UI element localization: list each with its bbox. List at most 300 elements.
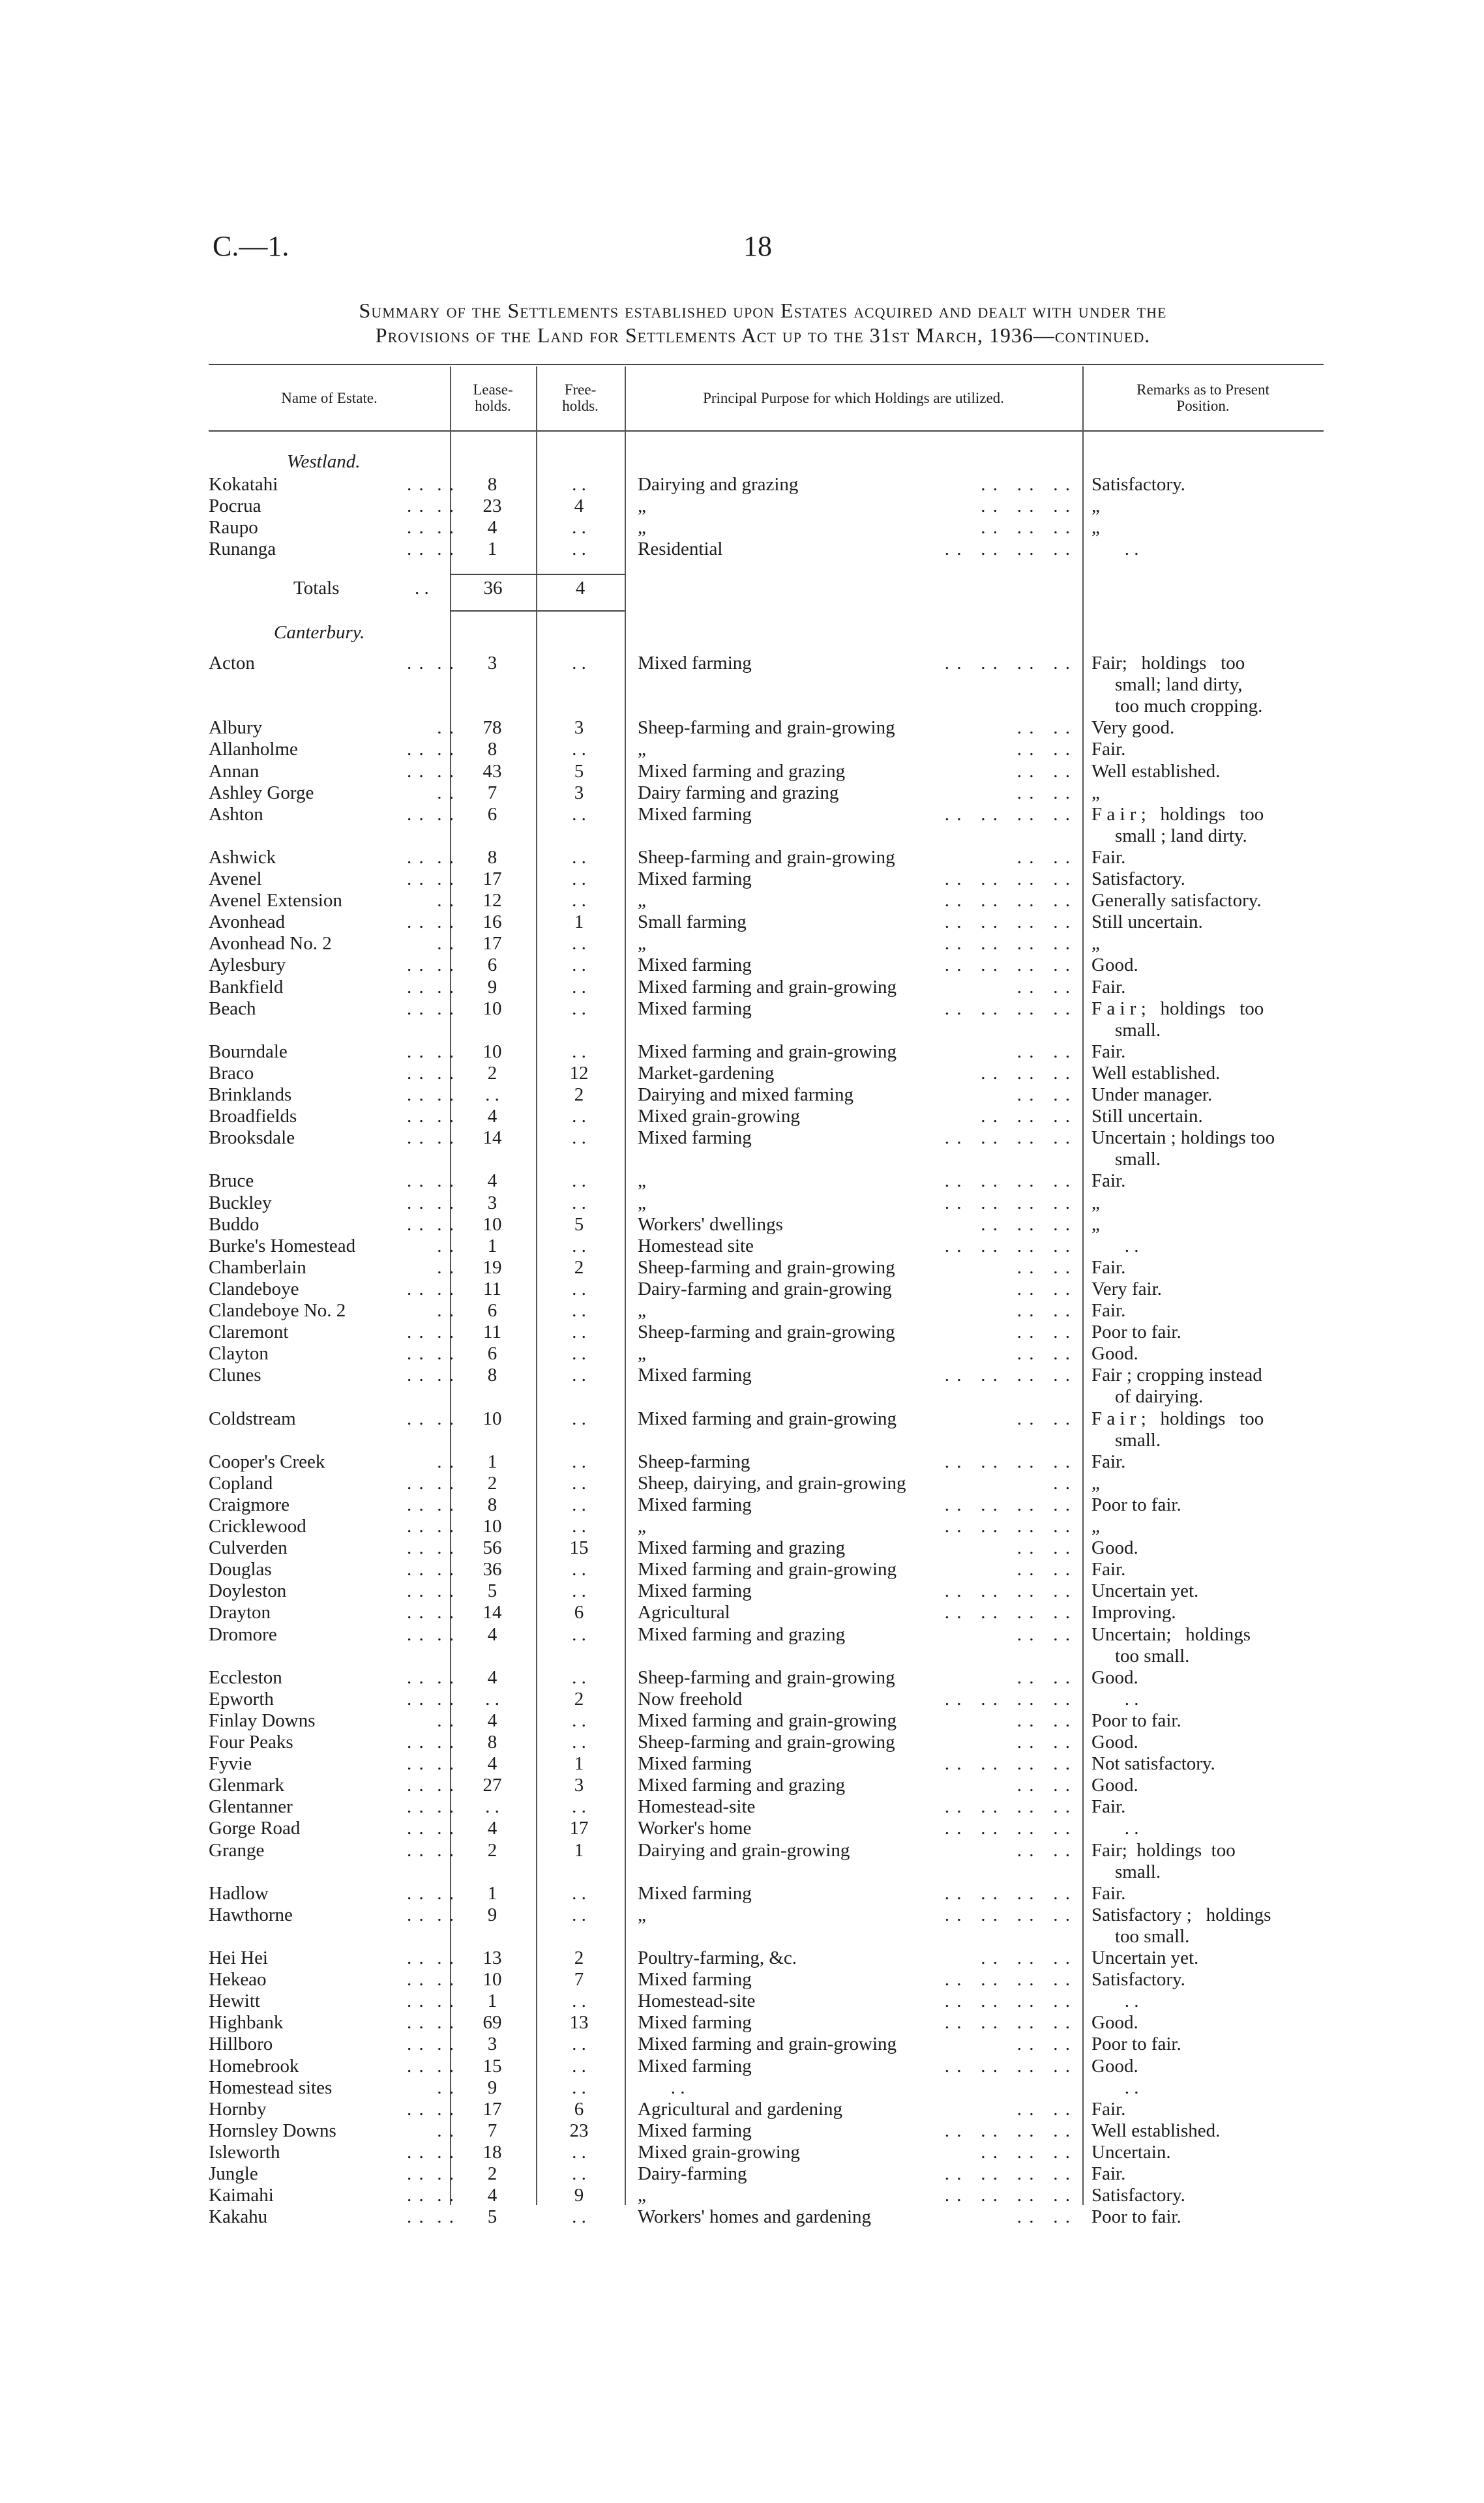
cell-name: Buckley: [209, 1192, 272, 1213]
cell-d1: . . . .: [407, 1796, 455, 1818]
cell-d2: . . . . . . . .: [944, 1818, 1071, 1839]
cell-lease: 6: [487, 1343, 497, 1365]
cell-remarks: „: [1091, 1192, 1100, 1213]
remarks-continuation: small.: [1115, 1149, 1161, 1170]
cell-lease: 78: [482, 717, 502, 739]
cell-free: . .: [572, 1559, 586, 1580]
cell-remarks: Fair.: [1091, 846, 1126, 868]
cell-d2: . . . .: [1017, 717, 1071, 739]
cell-d2: . . . . . .: [981, 2141, 1071, 2163]
cell-remarks: Fair; holdings too: [1091, 653, 1245, 674]
cell-name: Clandeboye No. 2: [209, 1300, 346, 1321]
cell-lease: 17: [482, 868, 502, 889]
remarks-continuation: small.: [1115, 1429, 1161, 1451]
remarks-continuation: small.: [1115, 1019, 1161, 1041]
cell-purpose: Sheep-farming and grain-growing: [638, 1666, 895, 1688]
remarks-continuation: of dairying.: [1115, 1386, 1204, 1408]
cell-d1: . . . .: [407, 1775, 455, 1796]
cell-purpose: . .: [638, 2077, 685, 2098]
cell-d1: . . . .: [407, 1127, 455, 1149]
cell-free: . .: [572, 2163, 586, 2184]
cell-d2: . . . . . . . .: [944, 933, 1071, 955]
cell-lease: 6: [487, 1300, 497, 1321]
cell-purpose: „: [638, 517, 646, 539]
cell-remarks: „: [1091, 517, 1100, 539]
cell-purpose: Mixed farming: [638, 1127, 752, 1149]
table-top-rule: [209, 364, 1324, 365]
cell-name: Highbank: [209, 2012, 284, 2034]
cell-purpose: Dairying and grazing: [638, 474, 799, 495]
table-row: [0, 538, 1484, 560]
cell-d2: . . . . . . . .: [944, 2012, 1071, 2034]
cell-free: . .: [572, 955, 586, 976]
table-row: [0, 846, 1484, 868]
col-head-lease-2: holds.: [475, 398, 511, 414]
cell-d2: . . . . . . . .: [944, 1753, 1071, 1775]
table-row: [0, 1256, 1484, 1279]
cell-d2: . . . .: [1017, 760, 1071, 782]
cell-remarks: Under manager.: [1091, 1084, 1213, 1105]
cell-purpose: Mixed grain-growing: [638, 1106, 800, 1127]
cell-lease: 8: [487, 1732, 497, 1753]
cell-free: . .: [572, 1666, 586, 1688]
cell-purpose: Residential: [638, 539, 723, 560]
cell-lease: 11: [483, 1278, 501, 1299]
cell-d1: . . . .: [407, 653, 455, 674]
cell-remarks: Satisfactory.: [1091, 1969, 1185, 1991]
cell-remarks: Fair.: [1091, 2163, 1126, 2184]
cell-name: Clayton: [209, 1343, 269, 1365]
table-row: [0, 1235, 1484, 1257]
cell-d2: . . . .: [1017, 1041, 1071, 1062]
cell-remarks: Fair.: [1091, 1796, 1126, 1818]
cell-free: . .: [572, 517, 586, 539]
table-row: [0, 1342, 1484, 1365]
cell-name: Fyvie: [209, 1753, 252, 1775]
cell-d2: . . . . . .: [981, 1948, 1071, 1968]
cell-remarks: Fair.: [1091, 1041, 1126, 1062]
cell-d2: . . . . . .: [981, 496, 1071, 517]
cell-name: Dromore: [209, 1623, 277, 1645]
cell-purpose: „: [638, 1343, 646, 1365]
cell-d1: . .: [437, 782, 455, 803]
table-row: [0, 652, 1484, 674]
cell-d2: . . . . . . . .: [944, 868, 1071, 889]
table-title-line-1: Summary of the Settlements established upon Estates acquired and dealt with under the: [359, 299, 1167, 322]
cell-name: Bankfield: [209, 976, 284, 998]
cell-purpose: Mixed farming and grazing: [638, 760, 846, 782]
table-row: [0, 1321, 1484, 1343]
cell-lease: 4: [487, 1818, 497, 1839]
cell-lease: 56: [482, 1537, 502, 1559]
cell-d2: . . . .: [1017, 2034, 1071, 2055]
cell-d1: . .: [437, 2120, 455, 2141]
cell-remarks: Fair.: [1091, 1451, 1126, 1472]
cell-free: . .: [572, 1322, 586, 1343]
cell-d2: . . . . . . . .: [944, 1904, 1071, 1925]
table-row: [0, 1408, 1484, 1430]
table-row: [0, 1753, 1484, 1775]
cell-remarks: . .: [1091, 539, 1139, 560]
cell-d2: . . . . . . . .: [944, 1451, 1071, 1472]
cell-free: . .: [572, 2055, 586, 2077]
table-row: [0, 976, 1484, 998]
cell-free: . .: [572, 474, 586, 495]
cell-d1: . . . .: [407, 1062, 455, 1084]
cell-name: Kokatahi: [209, 474, 278, 495]
cell-name: Ashley Gorge: [209, 782, 314, 803]
cell-free: . .: [572, 1732, 586, 1753]
cell-d1: . .: [437, 1235, 455, 1256]
cell-free: . .: [572, 846, 586, 868]
cell-purpose: Small farming: [638, 911, 747, 933]
table-row: [0, 1041, 1484, 1063]
cell-free: . .: [572, 2077, 586, 2098]
cell-name: Douglas: [209, 1559, 272, 1580]
cell-lease: 19: [482, 1256, 502, 1278]
cell-d2: . . . .: [1017, 2206, 1071, 2228]
cell-lease: 7: [487, 2120, 497, 2141]
cell-purpose: Mixed farming: [638, 2120, 752, 2141]
table-row: [0, 2141, 1484, 2163]
cell-d2: . . . . . .: [981, 1106, 1071, 1127]
cell-lease: 4: [487, 1710, 497, 1731]
cell-name: Clunes: [209, 1365, 261, 1386]
cell-name: Avonhead: [209, 911, 286, 933]
cell-free: 17: [569, 1818, 589, 1839]
table-row: [0, 2163, 1484, 2185]
cell-lease: 27: [482, 1775, 502, 1796]
cell-d1: . . . .: [407, 911, 455, 933]
table-row: [0, 2184, 1484, 2206]
cell-d2: . . . . . .: [981, 1062, 1071, 1084]
table-row: [0, 1451, 1484, 1473]
cell-d2: . . . .: [1017, 1839, 1071, 1861]
cell-lease: 15: [482, 2055, 502, 2077]
cell-name: Drayton: [209, 1602, 271, 1623]
table-row: [0, 1558, 1484, 1580]
table-row: [0, 1990, 1484, 2012]
table-row: [0, 2011, 1484, 2034]
table-row: [0, 2120, 1484, 2142]
cell-purpose: Worker's home: [638, 1818, 752, 1839]
col-head-free-2: holds.: [562, 398, 599, 414]
cell-purpose: „: [638, 1904, 646, 1925]
cell-remarks: Fair.: [1091, 976, 1126, 998]
col-head-free-1: Free-: [564, 381, 597, 398]
cell-d2: . . . . . . . .: [944, 1882, 1071, 1904]
cell-remarks: Fair.: [1091, 1559, 1126, 1580]
cell-d1: . . . .: [407, 1666, 455, 1688]
table-row: [0, 1968, 1484, 1991]
cell-d2: . . . .: [1017, 1322, 1071, 1343]
cell-purpose: Mixed farming and grain-growing: [638, 1559, 897, 1580]
table-row: [0, 1817, 1484, 1839]
cell-free: 3: [574, 1775, 584, 1796]
cell-d1: . . . .: [407, 976, 455, 998]
cell-d1: . . . .: [407, 998, 455, 1019]
cell-remarks: „: [1091, 496, 1100, 517]
cell-purpose: Mixed grain-growing: [638, 2141, 800, 2163]
cell-lease: . .: [485, 1688, 499, 1710]
table-row: [0, 868, 1484, 890]
cell-name: Bourndale: [209, 1041, 288, 1062]
remarks-continuation: too small.: [1115, 1645, 1190, 1666]
cell-purpose: Mixed farming: [638, 1365, 752, 1386]
cell-name: Homestead sites: [209, 2077, 333, 2098]
cell-purpose: Sheep, dairying, and grain-growing: [638, 1472, 906, 1494]
cell-remarks: Generally satisfactory.: [1091, 890, 1262, 911]
cell-d2: . . . . . . . .: [944, 1580, 1071, 1602]
col-head-purpose: Principal Purpose for which Holdings are utilized.: [703, 390, 1004, 406]
cell-remarks: Poor to fair.: [1091, 1322, 1181, 1343]
table-row: [0, 1170, 1484, 1192]
cell-name: Craigmore: [209, 1494, 290, 1515]
cell-free: . .: [572, 1408, 586, 1429]
cell-remarks: Well established.: [1091, 1062, 1221, 1084]
cell-lease: 8: [487, 1365, 497, 1386]
cell-name: Finlay Downs: [209, 1710, 316, 1731]
cell-d2: . . . . . . . .: [944, 2163, 1071, 2184]
cell-d1: . . . .: [407, 2163, 455, 2184]
cell-name: Eccleston: [209, 1666, 282, 1688]
cell-lease: 3: [487, 653, 497, 674]
cell-remarks: Fair ; cropping instead: [1091, 1365, 1262, 1386]
remarks-continuation: too small.: [1115, 1925, 1190, 1947]
col-head-lease-1: Lease-: [473, 381, 513, 398]
table-row: [0, 1278, 1484, 1300]
cell-d2: . . . .: [1017, 1623, 1071, 1645]
cell-name: Ashton: [209, 803, 263, 825]
cell-free: . .: [572, 1300, 586, 1321]
table-row: [0, 1192, 1484, 1214]
cell-remarks: Good.: [1091, 2012, 1138, 2034]
col-head-remarks-1: Remarks as to Present: [1136, 381, 1269, 398]
cell-remarks: Good.: [1091, 1732, 1138, 1753]
cell-name: Isleworth: [209, 2141, 280, 2163]
cell-remarks: Satisfactory.: [1091, 868, 1185, 889]
cell-d1: . . . .: [407, 868, 455, 889]
cell-lease: 2: [487, 1062, 497, 1084]
table-row: [0, 1213, 1484, 1236]
cell-name: Burke's Homestead: [209, 1235, 356, 1256]
cell-lease: 69: [482, 2012, 502, 2034]
cell-purpose: Dairying and grain-growing: [638, 1839, 850, 1861]
cell-d1: . . . .: [407, 1818, 455, 1839]
cell-d1: . . . .: [407, 2055, 455, 2077]
cell-name: Runanga: [209, 539, 276, 560]
cell-lease: 16: [482, 911, 502, 933]
cell-free: . .: [572, 890, 586, 911]
cell-name: Albury: [209, 717, 263, 739]
cell-lease: 10: [482, 1408, 502, 1429]
cell-purpose: Mixed farming: [638, 1753, 752, 1775]
table-row: [0, 1666, 1484, 1689]
table-row: [0, 1105, 1484, 1127]
table-row: [0, 1515, 1484, 1537]
cell-remarks: Still uncertain.: [1091, 1106, 1203, 1127]
cell-lease: 8: [487, 739, 497, 760]
cell-d2: . . . .: [1017, 739, 1071, 760]
cell-d1: . . . .: [407, 1192, 455, 1213]
cell-free: . .: [572, 1991, 586, 2012]
cell-free: 23: [569, 2120, 589, 2141]
cell-free: 1: [574, 911, 584, 933]
cell-d2: . . . .: [1017, 1278, 1071, 1299]
header-bottom-rule: [209, 430, 1324, 432]
cell-d1: . . . .: [407, 1343, 455, 1365]
cell-name: Pocrua: [209, 496, 261, 517]
cell-lease: 9: [487, 976, 497, 998]
cell-free: . .: [572, 1494, 586, 1515]
cell-lease: 6: [487, 955, 497, 976]
cell-d1: . . . .: [407, 1213, 455, 1235]
cell-d2: . . . . . . . .: [944, 1127, 1071, 1149]
table-row: [0, 1796, 1484, 1818]
cell-free: 1: [574, 1753, 584, 1775]
cell-remarks: Uncertain yet.: [1091, 1580, 1199, 1602]
cell-purpose: Mixed farming and grazing: [638, 1775, 846, 1796]
cell-d1: . . . .: [407, 2098, 455, 2120]
cell-name: Cooper's Creek: [209, 1451, 325, 1472]
cell-purpose: Mixed farming and grazing: [638, 1623, 846, 1645]
cell-purpose: „: [638, 496, 646, 517]
cell-d2: . . . . . . . .: [944, 890, 1071, 911]
cell-free: . .: [572, 1882, 586, 1904]
cell-name: Coldstream: [209, 1408, 296, 1429]
table-row: [0, 2033, 1484, 2055]
cell-lease: 10: [482, 1041, 502, 1062]
col-head-lease: [450, 381, 536, 414]
cell-purpose: Mixed farming: [638, 868, 752, 889]
cell-d2: . . . .: [1017, 782, 1071, 803]
cell-lease: 3: [487, 2034, 497, 2055]
cell-free: . .: [572, 1278, 586, 1299]
cell-d2: . . . . . . . .: [944, 2185, 1071, 2206]
cell-name: Clandeboye: [209, 1278, 299, 1299]
cell-d2: . . . .: [1017, 1710, 1071, 1731]
cell-d1: . .: [437, 1710, 455, 1731]
cell-d2: . . . . . . . .: [944, 1365, 1071, 1386]
cell-purpose: Mixed farming and grain-growing: [638, 976, 897, 998]
cell-d1: . . . .: [407, 760, 455, 782]
cell-purpose: Now freehold: [638, 1688, 743, 1710]
cell-name: Jungle: [209, 2163, 258, 2184]
cell-d1: . . . .: [407, 2012, 455, 2034]
cell-remarks: F a i r ; holdings too: [1091, 803, 1264, 825]
cell-purpose: Homestead-site: [638, 1796, 756, 1818]
cell-purpose: Sheep-farming and grain-growing: [638, 717, 895, 739]
col-head-remarks: [1082, 381, 1324, 414]
cell-remarks: Uncertain yet.: [1091, 1948, 1199, 1968]
cell-free: . .: [572, 1365, 586, 1386]
cell-d2: . . . .: [1017, 1732, 1071, 1753]
cell-d1: . . . .: [407, 1322, 455, 1343]
cell-name: Glenmark: [209, 1775, 284, 1796]
cell-free: . .: [572, 933, 586, 955]
cell-d2: . . . . . .: [981, 1213, 1071, 1235]
cell-lease: 5: [487, 1580, 497, 1602]
cell-free: 1: [574, 1839, 584, 1861]
cell-purpose: Mixed farming and grain-growing: [638, 1041, 897, 1062]
cell-remarks: Well established.: [1091, 2120, 1221, 2141]
cell-purpose: Mixed farming: [638, 803, 752, 825]
cell-free: . .: [572, 1904, 586, 1925]
cell-lease: 1: [487, 539, 497, 560]
cell-d2: . .: [1053, 1472, 1071, 1494]
cell-lease: 1: [487, 1235, 497, 1256]
cell-d1: . . . .: [407, 1278, 455, 1299]
cell-purpose: Mixed farming: [638, 1882, 752, 1904]
cell-d1: . . . .: [407, 1472, 455, 1494]
table-row: [0, 1084, 1484, 1106]
cell-lease: 8: [487, 474, 497, 495]
cell-free: . .: [572, 868, 586, 889]
table-row: [0, 911, 1484, 933]
cell-name: Glentanner: [209, 1796, 293, 1818]
cell-lease: 18: [482, 2141, 502, 2163]
cell-free: . .: [572, 1472, 586, 1494]
table-row: [0, 1947, 1484, 1969]
cell-remarks: Still uncertain.: [1091, 911, 1203, 933]
cell-name: Hornsley Downs: [209, 2120, 336, 2141]
cell-purpose: Workers' dwellings: [638, 1213, 783, 1235]
totals-free: 4: [575, 578, 586, 599]
cell-lease: 6: [487, 803, 497, 825]
cell-d2: . . . . . . . .: [944, 1796, 1071, 1818]
cell-remarks: Uncertain.: [1091, 2141, 1171, 2163]
cell-d2: . . . .: [1017, 1537, 1071, 1559]
cell-d2: . . . .: [1017, 1256, 1071, 1278]
cell-name: Buddo: [209, 1213, 260, 1235]
cell-purpose: „: [638, 933, 646, 955]
cell-d2: . . . . . . . .: [944, 955, 1071, 976]
cell-remarks: Good.: [1091, 2055, 1138, 2077]
cell-purpose: Sheep-farming and grain-growing: [638, 846, 895, 868]
cell-free: 15: [569, 1537, 589, 1559]
cell-d1: . . . .: [407, 1882, 455, 1904]
cell-lease: 10: [482, 1516, 502, 1537]
cell-d1: . . . .: [407, 2141, 455, 2163]
cell-d2: . . . .: [1017, 1559, 1071, 1580]
cell-name: Hewitt: [209, 1991, 260, 2012]
cell-purpose: „: [638, 1170, 646, 1192]
cell-purpose: Sheep-farming: [638, 1451, 750, 1472]
cell-d2: . . . .: [1017, 1343, 1071, 1365]
cell-purpose: Mixed farming and grain-growing: [638, 2034, 897, 2055]
cell-d1: . . . .: [407, 846, 455, 868]
cell-remarks: „: [1091, 1472, 1100, 1494]
table-row: [0, 1299, 1484, 1322]
cell-lease: 4: [487, 1106, 497, 1127]
cell-d2: . . . . . . . .: [944, 1969, 1071, 1991]
cell-d2: . . . . . . . .: [944, 1235, 1071, 1256]
cell-d2: . . . . . . . .: [944, 1192, 1071, 1213]
cell-remarks: F a i r ; holdings too: [1091, 998, 1264, 1019]
cell-free: . .: [572, 739, 586, 760]
cell-free: . .: [572, 1623, 586, 1645]
cell-free: . .: [572, 1235, 586, 1256]
cell-lease: 1: [487, 1991, 497, 2012]
cell-remarks: Fair.: [1091, 2098, 1126, 2120]
cell-lease: 4: [487, 1623, 497, 1645]
cell-free: . .: [572, 1041, 586, 1062]
cell-free: . .: [572, 2141, 586, 2163]
cell-name: Hekeao: [209, 1969, 267, 1991]
cell-name: Ashwick: [209, 846, 276, 868]
cell-name: Gorge Road: [209, 1818, 301, 1839]
cell-remarks: Fair.: [1091, 1882, 1126, 1904]
